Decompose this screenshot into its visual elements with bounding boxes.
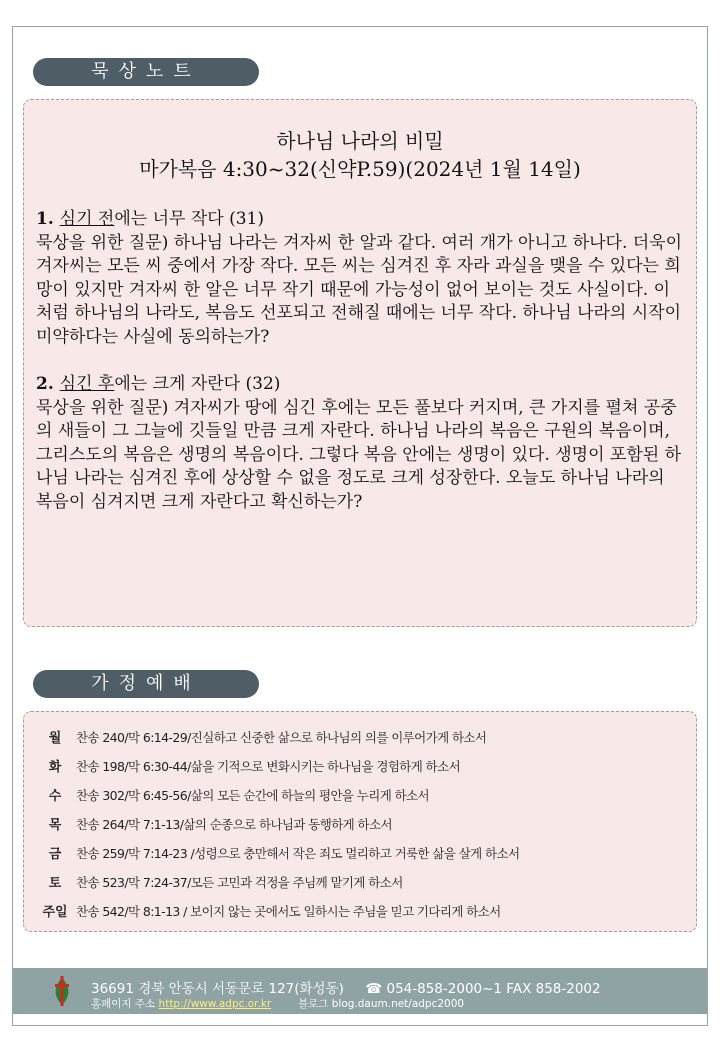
day-label: 토 (48, 876, 62, 891)
footer-address: 36691 경북 안동시 서동문로 127(화성동) (91, 981, 344, 997)
meditation-scripture: 마가복음 4:30~32(신약P.59)(2024년 1월 14일) (139, 157, 581, 181)
meditation-title-main: 하나님 나라의 비밀 (276, 129, 444, 153)
meditation-title (24, 127, 696, 183)
family-worship-header: 가정예배 (33, 670, 259, 698)
worship-row-thu (34, 809, 686, 838)
blog-label: 블로그 (297, 998, 329, 1010)
day-label: 금 (48, 847, 62, 862)
worship-row-sat (34, 867, 686, 896)
worship-text: 찬송 523/막 7:24-37/모든 고민과 걱정을 주님께 맡기게 하소서 (76, 874, 403, 890)
homepage-label: 홈페이지 주소 (91, 998, 156, 1010)
worship-text: 찬송 302/막 6:45-56/삶의 모든 순간에 하늘의 평안을 누리게 하소서 (76, 787, 430, 803)
footer-bar (13, 968, 707, 1014)
section-1-body: 묵상을 위한 질문) 하나님 나라는 겨자씨 한 알과 같다. 여러 개가 아니고 하나다. 더욱이 겨자씨는 모든 씨 중에서 가장 작다. 모든 씨는 심겨진 후 자라 과실을 맺을 수 있다는 희망이 있지만 겨자씨 한 알은 너무 작기 때문에 가능성이 없어 보이는 것도 사실이다. 이처럼 하나님의 나라도, 복음도 선포되고 전해질 때에는 너무 작다. 하나님 나라의 시작이 미약하다는 사실에 동의하는가? (36, 232, 683, 347)
footer-contact-line (91, 977, 601, 997)
footer-phone: ☎ 054-858-2000~1 FAX 858-2002 (365, 981, 601, 997)
section-2-heading-rest: 에는 크게 자란다 (32) (114, 374, 281, 394)
section-2-body: 묵상을 위한 질문) 겨자씨가 땅에 심긴 후에는 모든 풀보다 커지며, 큰 가지를 펼쳐 공중의 새들이 그 그늘에 깃들일 만큼 크게 자란다. 하나님 나라의 복음은 구원의 복음이며, 그리스도의 복음은 생명의 복음이다. 그렇다 복음 안에는 생명이 있다. 생명이 포함된 하나님 나라는 심겨진 후에 상상할 수 없을 정도로 크게 성장한다. 오늘도 하나님 나라의 복음이 심겨지면 크게 자란다고 확신하는가? (36, 397, 682, 512)
worship-text: 찬송 240/막 6:14-29/진실하고 신중한 삶으로 하나님의 의를 이루어가게 하소서 (76, 729, 487, 745)
worship-text: 찬송 542/막 8:1-13 / 보이지 않는 곳에서도 일하시는 주님을 믿고 기다리게 하소서 (76, 903, 501, 919)
meditation-header: 묵상노트 (33, 58, 259, 86)
church-cross-logo-icon (49, 974, 75, 1008)
meditation-box (23, 99, 697, 627)
worship-row-tue (34, 751, 686, 780)
section-2-number: 2. (36, 374, 60, 394)
section-1-number: 1. (36, 209, 60, 229)
section-1-heading-rest: 에는 너무 작다 (31) (114, 209, 264, 229)
worship-text: 찬송 264/막 7:1-13/삶의 순종으로 하나님과 동행하게 하소서 (76, 816, 392, 832)
day-label: 수 (48, 789, 62, 804)
day-label: 목 (48, 818, 62, 833)
worship-list (34, 722, 686, 925)
footer-web-line (91, 996, 464, 1011)
worship-row-fri (34, 838, 686, 867)
homepage-link[interactable]: http://www.adpc.or.kr (158, 998, 272, 1010)
meditation-body (36, 208, 684, 514)
worship-text: 찬송 259/막 7:14-23 /성령으로 충만해서 작은 죄도 멀리하고 거룩한 삶을 살게 하소서 (76, 845, 520, 861)
day-label: 주일 (42, 905, 68, 920)
blog-link[interactable]: blog.daum.net/adpc2000 (331, 998, 465, 1010)
section-1-heading (36, 208, 684, 232)
section-2-keyword: 심긴 후 (59, 374, 115, 394)
worship-row-mon (34, 722, 686, 751)
worship-text: 찬송 198/막 6:30-44/삶을 기적으로 변화시키는 하나님을 경험하게 하소서 (76, 758, 461, 774)
section-2-heading (36, 373, 684, 397)
section-1-keyword: 심기 전 (59, 209, 115, 229)
worship-row-wed (34, 780, 686, 809)
day-label: 월 (48, 731, 62, 746)
day-label: 화 (48, 760, 62, 775)
family-worship-box (23, 711, 697, 932)
worship-row-sun (34, 896, 686, 925)
